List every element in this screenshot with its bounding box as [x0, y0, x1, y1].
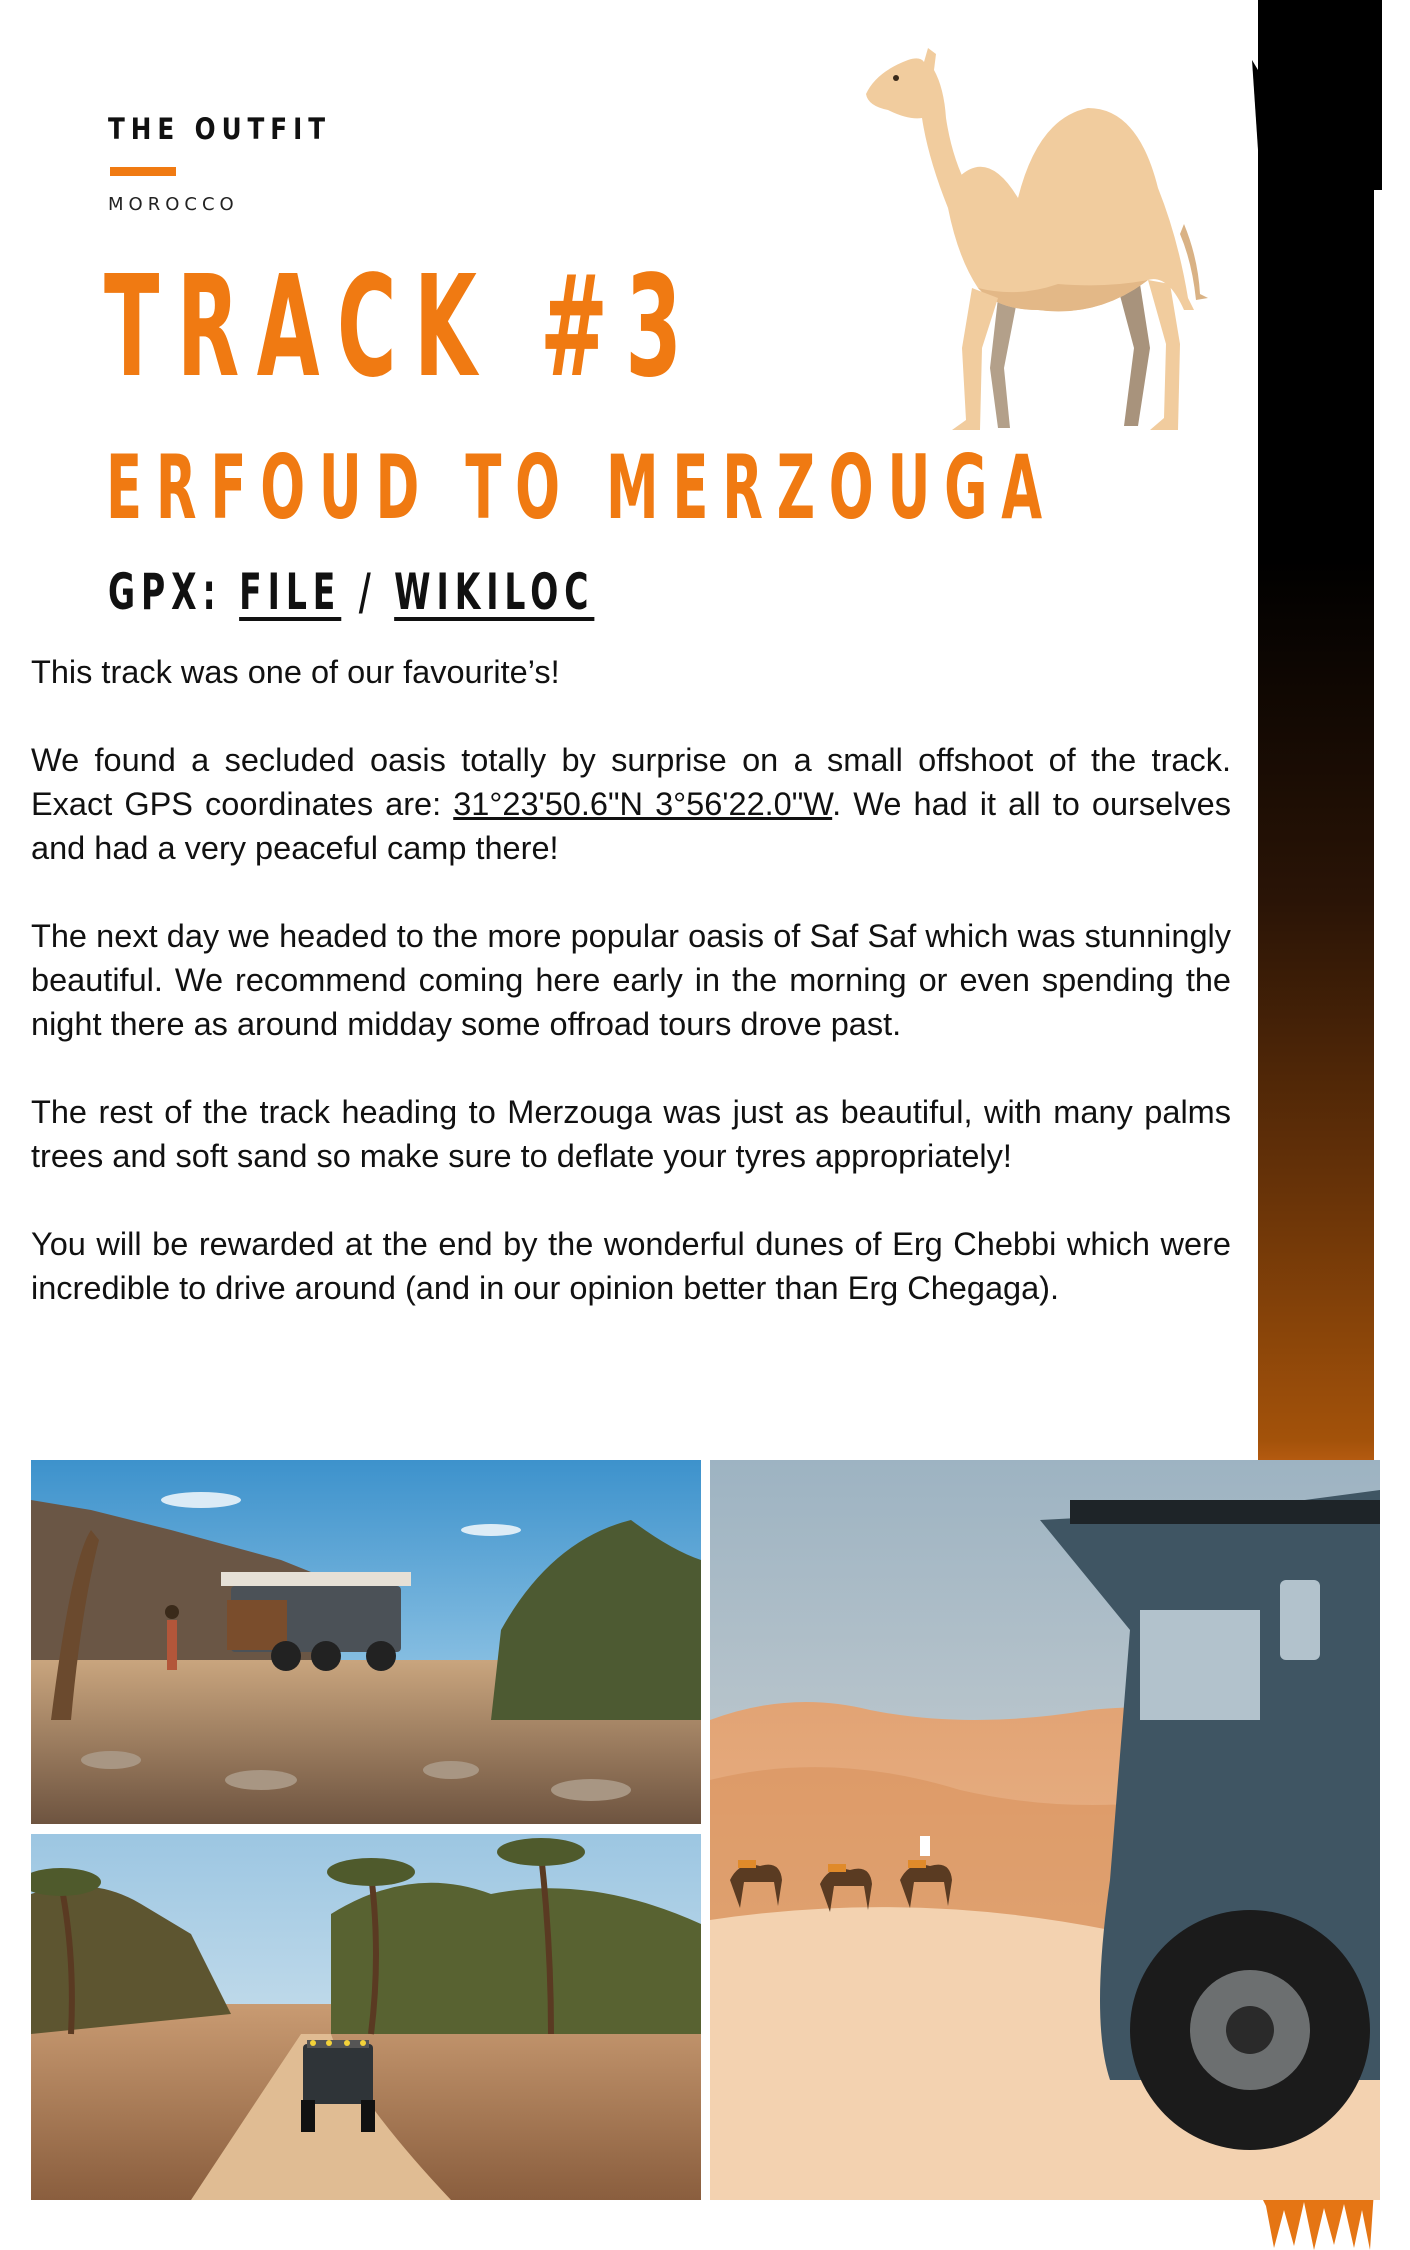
paragraph-oasis-text-start: We found a secluded oasis totally by surprise on a small offshoot of the track. Exact GPS coordinates are:: [31, 742, 1231, 822]
paragraph-oasis-text-end: . We had it all to ourselves and had a very peaceful camp there!: [31, 786, 1231, 866]
track-title: TRACK #3: [104, 246, 700, 409]
paragraph-merzouga: The rest of the track heading to Merzouga was just as beautiful, with many palms trees and soft sand so make sure to deflate your tyres appropriately!: [31, 1094, 1231, 1174]
paragraph-intro: This track was one of our favourite’s!: [31, 654, 560, 690]
region-label: MOROCCO: [108, 194, 239, 215]
article-body: [31, 650, 1231, 1354]
photo-oasis-camp: [31, 1460, 701, 1824]
brush-stroke-top: [1252, 0, 1382, 190]
brand-name: THE OUTFIT: [108, 112, 331, 146]
paragraph-saf-saf: The next day we headed to the more popular oasis of Saf Saf which was stunningly beautiful. We recommend coming here early in the morning or even spending the night there as around midday some offroad tours drove past.: [31, 918, 1231, 1042]
gpx-file-link[interactable]: FILE: [239, 563, 342, 621]
paragraph-oasis: [31, 738, 1231, 870]
paragraph-erg-chebbi: You will be rewarded at the end by the wonderful dunes of Erg Chebbi which were incredible to drive around (and in our opinion better than Erg Chegaga).: [31, 1226, 1231, 1306]
brand-underline: [110, 167, 176, 176]
gpx-separator: /: [358, 563, 377, 621]
gpx-links: [108, 562, 594, 622]
gps-coordinates-link[interactable]: 31°23'50.6"N 3°56'22.0"W: [453, 786, 833, 822]
photo-saf-saf-oasis: [31, 1834, 701, 2200]
photo-erg-chebbi-dunes: [710, 1460, 1380, 2200]
camel-icon: [848, 48, 1230, 432]
gpx-label: GPX:: [108, 563, 222, 621]
route-title: ERFOUD TO MERZOUGA: [106, 436, 1056, 539]
wikiloc-link[interactable]: WIKILOC: [394, 563, 595, 621]
